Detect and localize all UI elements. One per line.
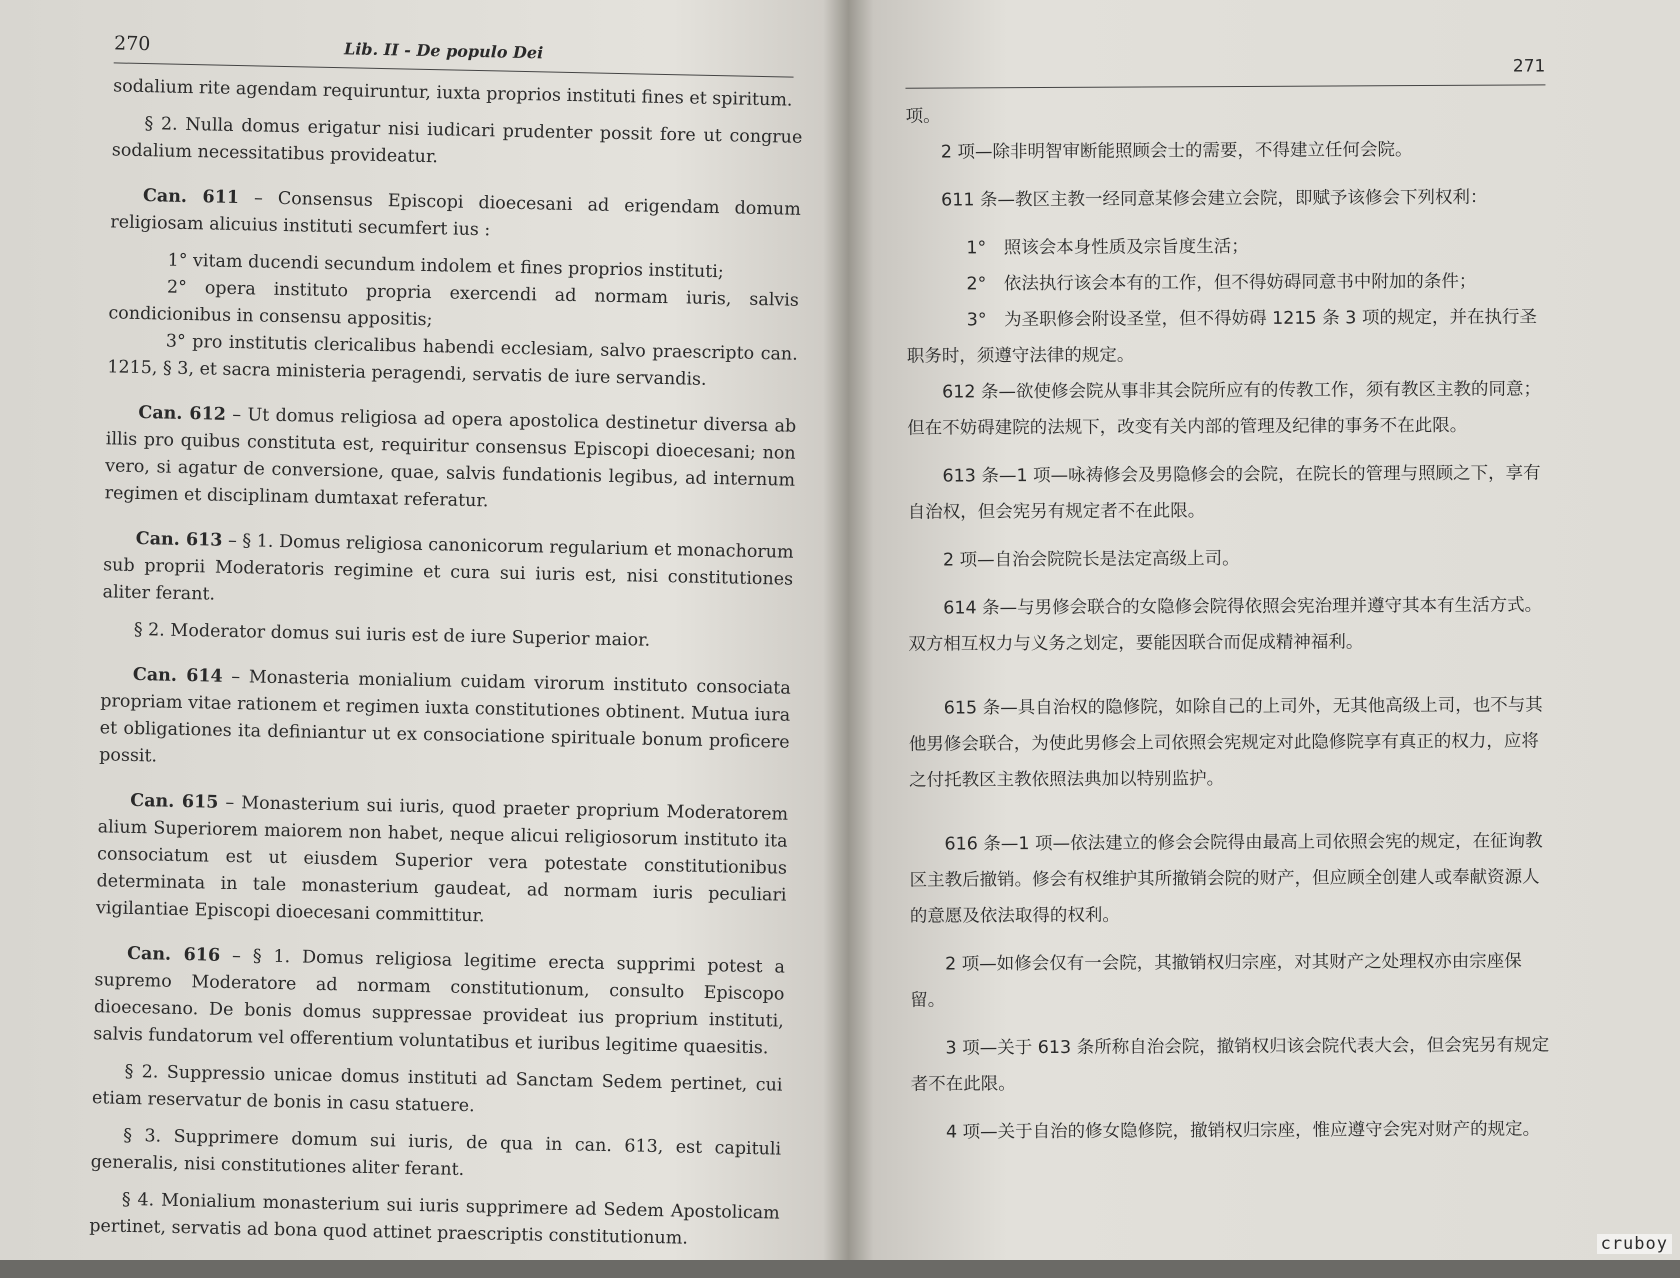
- chinese-text: [906, 95, 1631, 1151]
- left-page-number: 270: [113, 32, 151, 56]
- canon-label: Can. 612: [138, 402, 227, 425]
- canon-label: Can. 611: [142, 186, 240, 209]
- canon-label: Can. 616: [126, 943, 221, 966]
- paragraph: 4 项—关于自治的修女隐修院，撤销权归宗座，惟应遵守会宪对财产的规定。: [945, 1119, 1541, 1143]
- list-item: 1° vitam ducendi secundum indolem et fines proprios instituti;: [167, 250, 724, 283]
- left-running-head: [114, 32, 795, 77]
- paragraph: § 2. Suppressio unicae domus instituti ad Sanctam Sedem pertinet, cui etiam reservatur de bonis in casu statuere.: [91, 1061, 783, 1117]
- article-613: 613 条—1 项—咏祷修会及男隐修会的会院，在院长的管理与照顾之下，享有自治权，但会宪另有规定者不在此限。: [907, 463, 1541, 523]
- canon-611: [110, 182, 801, 250]
- paragraph: 2 项—如修会仅有一会院，其撤销权归宗座，对其财产之处理权亦由宗座保留。: [910, 951, 1522, 1011]
- list-item: 2° opera instituto propria exercendi ad normam iuris, salvis condicionibus in consensu appositis;: [108, 277, 800, 331]
- left-running-title: Lib. II - De populo Dei: [343, 39, 544, 63]
- canon-612: [104, 399, 796, 521]
- canon-614: [99, 661, 791, 783]
- paragraph: 2 项—自治会院院长是法定高级上司。: [942, 548, 1240, 571]
- canon-613: [102, 525, 794, 620]
- list-item: 1° 照该会本身性质及宗旨度生活；: [966, 236, 1249, 259]
- right-running-head: [905, 56, 1545, 88]
- canon-text: – § 1. Domus religiosa legitime erecta supprimi potest a supremo Moderatore ad normam constitutionum, consulto Episcopo dioecesano. De bonis domus suppressae provideat ius proprium instituti, salvis fundatorum vel offerentium voluntatibus et iuribus legitime quaesitis.: [93, 945, 786, 1059]
- canon-text: – § 1. Domus religiosa canonicorum regularium et monachorum sub proprii Moderatoris regimine et cura sui iuris est, nisi constitutiones aliter ferant.: [102, 530, 794, 605]
- canon-text: – Consensus Episcopi dioecesani ad erigendam domum religiosam alicuius instituti secumfert ius :: [110, 188, 801, 241]
- watermark: cruboy: [1597, 1234, 1672, 1254]
- canon-615: [96, 787, 789, 936]
- canon-616: [93, 940, 785, 1062]
- paragraph: § 3. Supprimere domum sui iuris, de qua in can. 613, est capituli generalis, nisi constitutiones aliter ferant.: [90, 1125, 782, 1180]
- list-item: 2° 依法执行该会本有的工作，但不得妨碍同意书中附加的条件；: [966, 271, 1477, 295]
- paragraph: § 2. Nulla domus erigatur nisi iudicari prudenter possit fore ut congrue sodalium necessitatibus provideatur.: [111, 114, 803, 168]
- list-item: 3° 为圣职修会附设圣堂，但不得妨碍 1215 条 3 项的规定，并在执行圣职务时，须遵守法律的规定。: [906, 307, 1538, 367]
- canon-text: – Monasterium sui iuris, quod praeter proprium Moderatorem alium Superiorem maiorem non habet, neque alicui religiosorum instituto ita consociatum est ut eiusdem Superior vera potestate constitutionibus determinata in tale monasterium gaudeat, ad normam iuris peculiari vigilantiae Episcopi dioecesani committitur.: [95, 792, 789, 927]
- article-614: 614 条—与男修会联合的女隐修会院得依照会宪治理并遵守其本有生活方式。双方相互权力与义务之划定，要能因联合而促成精神福利。: [908, 595, 1543, 655]
- paragraph: 项。: [905, 106, 941, 127]
- canon-label: Can. 614: [132, 664, 223, 687]
- article-612: 612 条—欲使修会院从事非其会院所应有的传教工作，须有教区主教的同意；但在不妨碍建院的法规下，改变有关内部的管理及纪律的事务不在此限。: [907, 379, 1542, 439]
- list-item: 3° pro institutis clericalibus habendi ecclesiam, salvo praescripto can. 1215, § 3, et sacra ministeria peragendi, servatis de iure servandis.: [107, 331, 798, 390]
- paragraph: 2 项—除非明智审断能照顾会士的需要，不得建立任何会院。: [940, 140, 1413, 163]
- right-page-number: 271: [1512, 56, 1546, 77]
- paragraph: § 4. Monialium monasterium sui iuris supprimere ad Sedem Apostolicam pertinet, servatis ad bona quod attinet praescriptis constitutionum.: [89, 1189, 780, 1249]
- article-616: 616 条—1 项—依法建立的修会会院得由最高上司依照会宪的规定，在征询教区主教后撤销。修会有权维护其所撤销会院的财产，但应顾全创建人或奉献资源人的意愿及依法取得的权利。: [909, 831, 1543, 927]
- canon-text: – Ut domus religiosa ad opera apostolica destinetur diversa ab illis pro quibus constituta est, requiritur consensus Episcopi dioecesani; non vero, si agatur de conversione, quae, salvis fundationis legibus, ad internum regimen et disciplinam dumtaxat referatur.: [104, 404, 797, 512]
- article-615: 615 条—具自治权的隐修院，如除自己的上司外，无其他高级上司，也不与其他男修会联合，为使此男修会上司依照会宪规定对此隐修院享有真正的权力，应将之付托教区主教依照法典加以特别监护。: [908, 695, 1543, 791]
- canon-text: – Monasteria monialium cuidam virorum instituto consociata propriam vitae rationem et regimen iuxta constitutiones obtinent. Mutua iura et obligationes ita definiantur ut ex consociatione spirituale bonum proficere possit.: [98, 666, 791, 767]
- latin-text: [89, 73, 803, 1254]
- canon-label: Can. 613: [135, 528, 223, 551]
- paragraph: sodalium rite agendam requiruntur, iuxta proprios instituti fines et spiritum.: [113, 76, 793, 111]
- paragraph: § 2. Moderator domus sui iuris est de iure Superior maior.: [133, 619, 651, 651]
- paragraph: 3 项—关于 613 条所称自治会院，撤销权归该会院代表大会，但会宪另有规定者不在此限。: [910, 1035, 1550, 1095]
- left-page: [0, 0, 830, 1277]
- right-page: [855, 0, 1672, 1260]
- canon-label: Can. 615: [130, 790, 219, 813]
- article-611: 611 条—教区主教一经同意某修会建立会院，即赋予该修会下列权利：: [940, 187, 1488, 211]
